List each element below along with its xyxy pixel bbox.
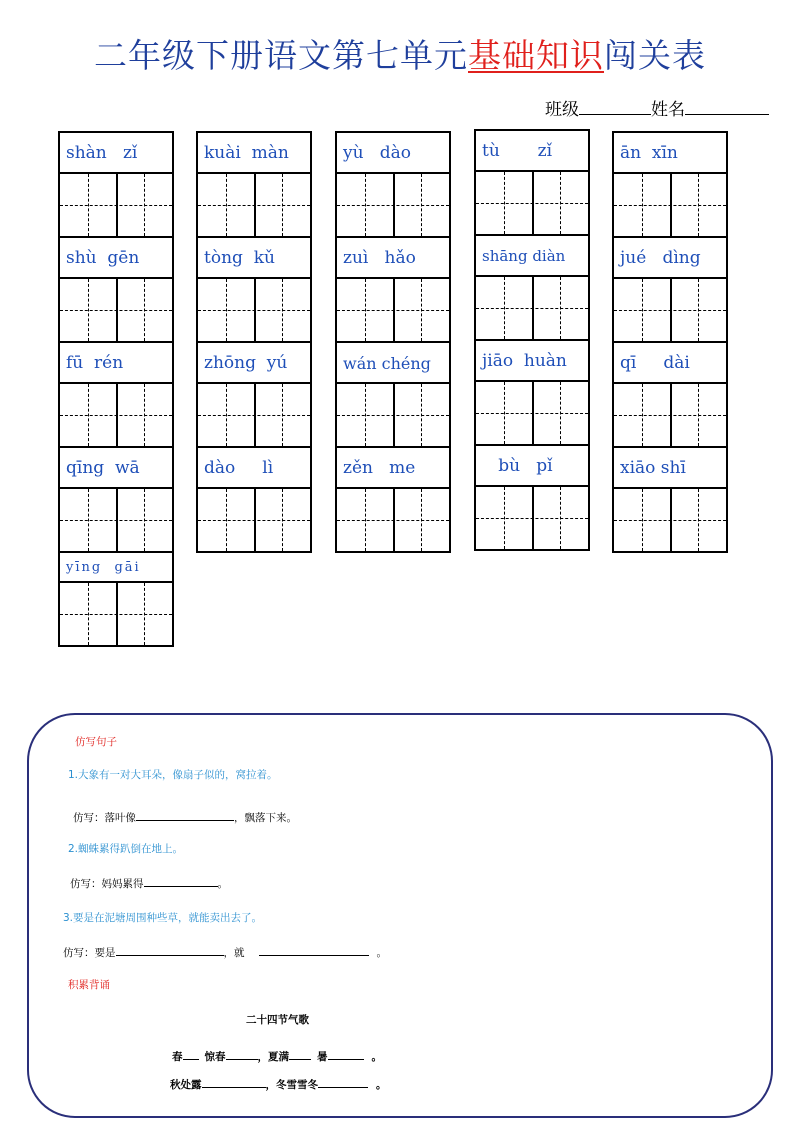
question-3: 3.要是在泥塘周围种些草，就能卖出去了。 xyxy=(63,912,263,924)
writing-grid[interactable] xyxy=(60,277,172,341)
pinyin-cell: qī dài xyxy=(614,341,726,382)
pinyin-column-5 xyxy=(612,131,728,553)
poem-title: 二十四节气歌 xyxy=(246,1014,309,1026)
answer-1-blank[interactable] xyxy=(136,810,234,821)
answer-2-blank[interactable] xyxy=(144,876,218,887)
poem-blank[interactable] xyxy=(289,1049,311,1060)
writing-grid[interactable] xyxy=(476,275,588,339)
writing-grid[interactable] xyxy=(60,581,172,645)
pinyin-cell: fū rén xyxy=(60,341,172,382)
pinyin-cell: dào lì xyxy=(198,446,310,487)
title-highlight: 基础知识 xyxy=(468,36,604,75)
answer-2: 仿写：妈妈累得 。 xyxy=(70,878,228,890)
pinyin-cell: wán chéng xyxy=(337,341,449,382)
poem-blank[interactable] xyxy=(202,1077,266,1088)
poem-blank[interactable] xyxy=(183,1049,199,1060)
pinyin-column-1 xyxy=(58,131,174,647)
class-label: 班级 xyxy=(545,100,579,120)
pinyin-cell: shāng diàn xyxy=(476,234,588,275)
answer-1: 仿写：落叶像 ，飘落下来。 xyxy=(73,812,297,824)
imitate-title: 仿写句子 xyxy=(75,736,117,748)
pinyin-cell: tù zǐ xyxy=(476,129,588,170)
writing-grid[interactable] xyxy=(614,277,726,341)
writing-grid[interactable] xyxy=(476,485,588,549)
pinyin-cell: shù gēn xyxy=(60,236,172,277)
name-blank[interactable] xyxy=(685,98,769,115)
poem-blank[interactable] xyxy=(318,1077,368,1088)
writing-grid[interactable] xyxy=(337,382,449,446)
writing-grid[interactable] xyxy=(337,277,449,341)
poem-blank[interactable] xyxy=(328,1049,364,1060)
writing-grid[interactable] xyxy=(614,487,726,551)
writing-grid[interactable] xyxy=(614,382,726,446)
class-blank[interactable] xyxy=(579,98,651,115)
pinyin-cell: ān xīn xyxy=(614,131,726,172)
pinyin-cell: bù pǐ xyxy=(476,444,588,485)
writing-grid[interactable] xyxy=(60,487,172,551)
writing-grid[interactable] xyxy=(198,172,310,236)
class-name-line xyxy=(545,95,769,120)
pinyin-cell: shàn zǐ xyxy=(60,131,172,172)
question-1: 1.大象有一对大耳朵，像扇子似的，窝拉着。 xyxy=(68,769,278,781)
pinyin-cell: zěn me xyxy=(337,446,449,487)
pinyin-cell: xiāo shī xyxy=(614,446,726,487)
writing-grid[interactable] xyxy=(198,277,310,341)
writing-grid[interactable] xyxy=(337,172,449,236)
writing-grid[interactable] xyxy=(476,170,588,234)
writing-grid[interactable] xyxy=(614,172,726,236)
pinyin-cell: jiāo huàn xyxy=(476,339,588,380)
recite-title: 积累背诵 xyxy=(68,979,110,991)
pinyin-column-4 xyxy=(474,129,590,551)
pinyin-cell: zuì hǎo xyxy=(337,236,449,277)
pinyin-cell: qīng wā xyxy=(60,446,172,487)
page-title: 二年级下册语文第七单元基础知识闯关表 xyxy=(94,36,706,75)
writing-grid[interactable] xyxy=(337,487,449,551)
writing-grid[interactable] xyxy=(476,380,588,444)
question-2: 2.蜘蛛累得趴倒在地上。 xyxy=(68,843,184,855)
pinyin-cell: yù dào xyxy=(337,131,449,172)
writing-grid[interactable] xyxy=(60,382,172,446)
pinyin-cell: tòng kǔ xyxy=(198,236,310,277)
pinyin-column-2 xyxy=(196,131,312,553)
answer-3: 仿写：要是 ，就 。 xyxy=(63,947,387,959)
pinyin-cell: yīng gāi xyxy=(60,551,172,581)
answer-3-blank-2[interactable] xyxy=(259,945,369,956)
answer-3-blank-1[interactable] xyxy=(116,945,224,956)
writing-grid[interactable] xyxy=(60,172,172,236)
name-label: 姓名 xyxy=(651,100,685,120)
poem-line-2: 秋处露 ，冬雪雪冬 。 xyxy=(170,1079,387,1091)
pinyin-cell: kuài màn xyxy=(198,131,310,172)
pinyin-column-3 xyxy=(335,131,451,553)
writing-grid[interactable] xyxy=(198,487,310,551)
writing-grid[interactable] xyxy=(198,382,310,446)
poem-blank[interactable] xyxy=(226,1049,258,1060)
pinyin-cell: zhōng yú xyxy=(198,341,310,382)
poem-line-1: 春 惊春 ，夏满 暑 。 xyxy=(172,1051,382,1063)
pinyin-cell: jué dìng xyxy=(614,236,726,277)
